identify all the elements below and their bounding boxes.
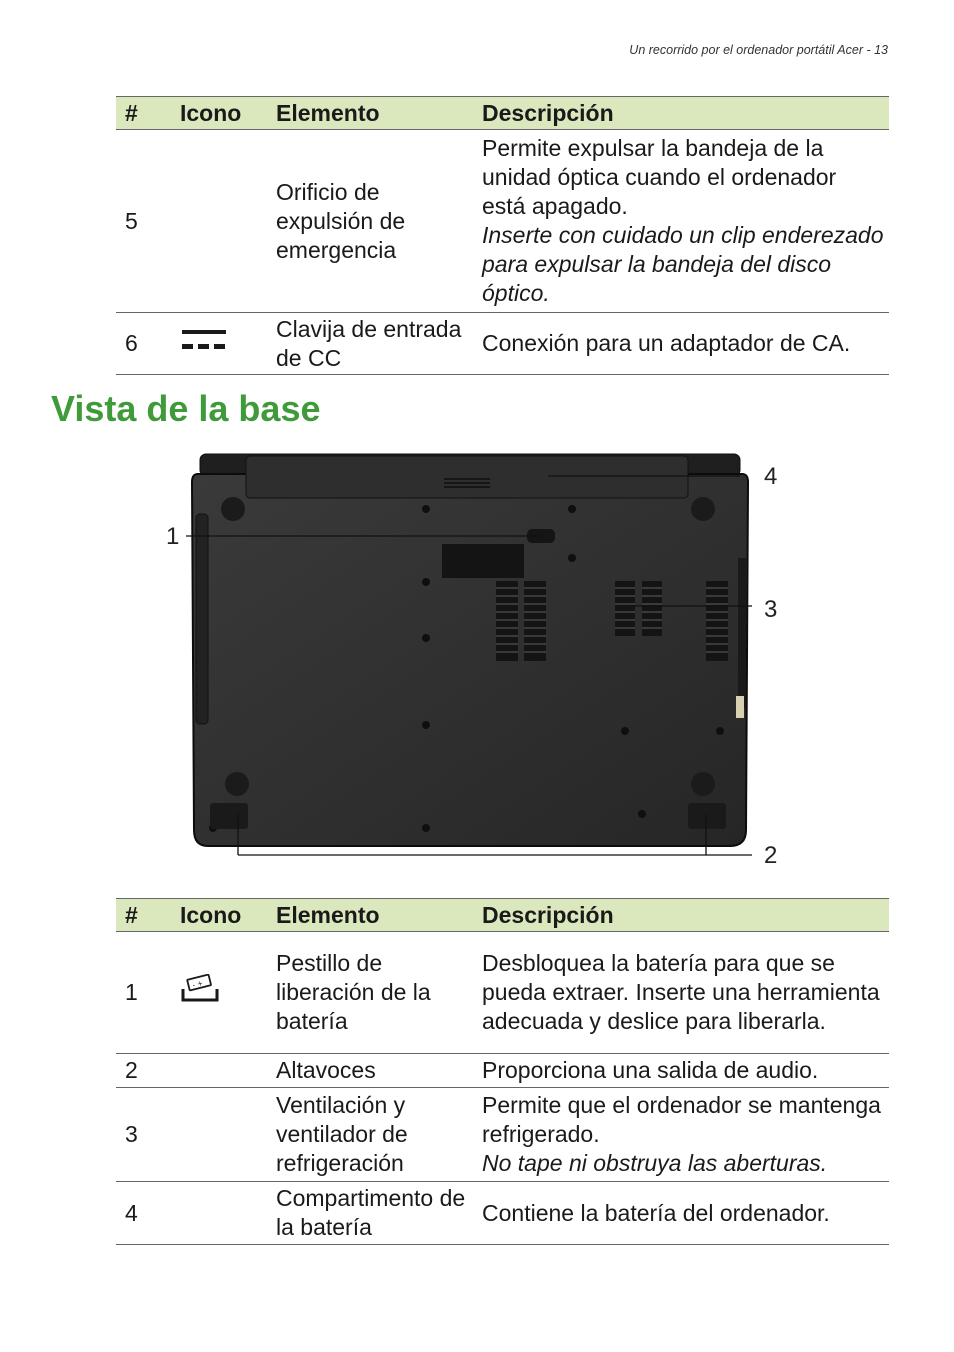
row-icon xyxy=(171,1054,267,1088)
row-desc: Proporciona una salida de audio. xyxy=(473,1054,889,1088)
svg-text:- +: - + xyxy=(191,979,204,990)
running-header: Un recorrido por el ordenador portátil Acer - 13 xyxy=(629,43,888,57)
row-icon xyxy=(171,1182,267,1245)
row-item: Pestillo de liberación de la batería xyxy=(267,932,473,1054)
dc-power-icon xyxy=(180,325,228,362)
row-desc xyxy=(473,130,889,313)
desc-note: Inserte con cuidado un clip enderezado para expulsar la bandeja del disco óptico. xyxy=(482,222,884,306)
header-num: # xyxy=(116,899,171,932)
spec-table-2 xyxy=(116,898,889,1245)
header-desc: Descripción xyxy=(473,899,889,932)
header-icon: Icono xyxy=(171,899,267,932)
header-icon: Icono xyxy=(171,97,267,130)
row-icon xyxy=(171,1088,267,1182)
row-num: 2 xyxy=(116,1054,171,1088)
row-num: 6 xyxy=(116,313,171,375)
desc-text: Permite expulsar la bandeja de la unidad óptica cuando el ordenador está apagado. xyxy=(482,135,837,219)
table-row xyxy=(116,130,889,313)
table-row xyxy=(116,932,889,1054)
callout-1: 1 xyxy=(166,523,180,550)
row-num: 5 xyxy=(116,130,171,313)
row-item: Compartimento de la batería xyxy=(267,1182,473,1245)
row-icon xyxy=(171,313,267,375)
row-desc: Conexión para un adaptador de CA. xyxy=(473,313,889,375)
row-desc xyxy=(473,1088,889,1182)
desc-text: Permite que el ordenador se mantenga refrigerado. xyxy=(482,1092,881,1147)
row-item: Orificio de expulsión de emergencia xyxy=(267,130,473,313)
row-item: Clavija de entrada de CC xyxy=(267,313,473,375)
header-item: Elemento xyxy=(267,899,473,932)
row-item: Altavoces xyxy=(267,1054,473,1088)
callout-3: 3 xyxy=(764,596,778,623)
table-header-row xyxy=(116,97,889,130)
header-num: # xyxy=(116,97,171,130)
row-icon xyxy=(171,932,267,1054)
section-title: Vista de la base xyxy=(51,388,321,429)
header-item: Elemento xyxy=(267,97,473,130)
table-row xyxy=(116,313,889,375)
desc-note: No tape ni obstruya las aberturas. xyxy=(482,1150,828,1176)
table-row xyxy=(116,1088,889,1182)
header-desc: Descripción xyxy=(473,97,889,130)
callout-2: 2 xyxy=(764,842,778,869)
row-num: 4 xyxy=(116,1182,171,1245)
row-num: 1 xyxy=(116,932,171,1054)
laptop-base-illustration xyxy=(160,448,790,873)
table-row xyxy=(116,1054,889,1088)
table-row xyxy=(116,1182,889,1245)
row-desc: Contiene la batería del ordenador. xyxy=(473,1182,889,1245)
table-header-row xyxy=(116,899,889,932)
battery-release-icon xyxy=(180,974,220,1011)
row-num: 3 xyxy=(116,1088,171,1182)
row-desc: Desbloquea la batería para que se pueda extraer. Inserte una herramienta adecuada y deslice para liberarla. xyxy=(473,932,889,1054)
row-icon xyxy=(171,130,267,313)
callout-4: 4 xyxy=(764,463,778,490)
spec-table-1 xyxy=(116,96,889,375)
laptop-base-diagram xyxy=(160,448,790,873)
row-item: Ventilación y ventilador de refrigeración xyxy=(267,1088,473,1182)
